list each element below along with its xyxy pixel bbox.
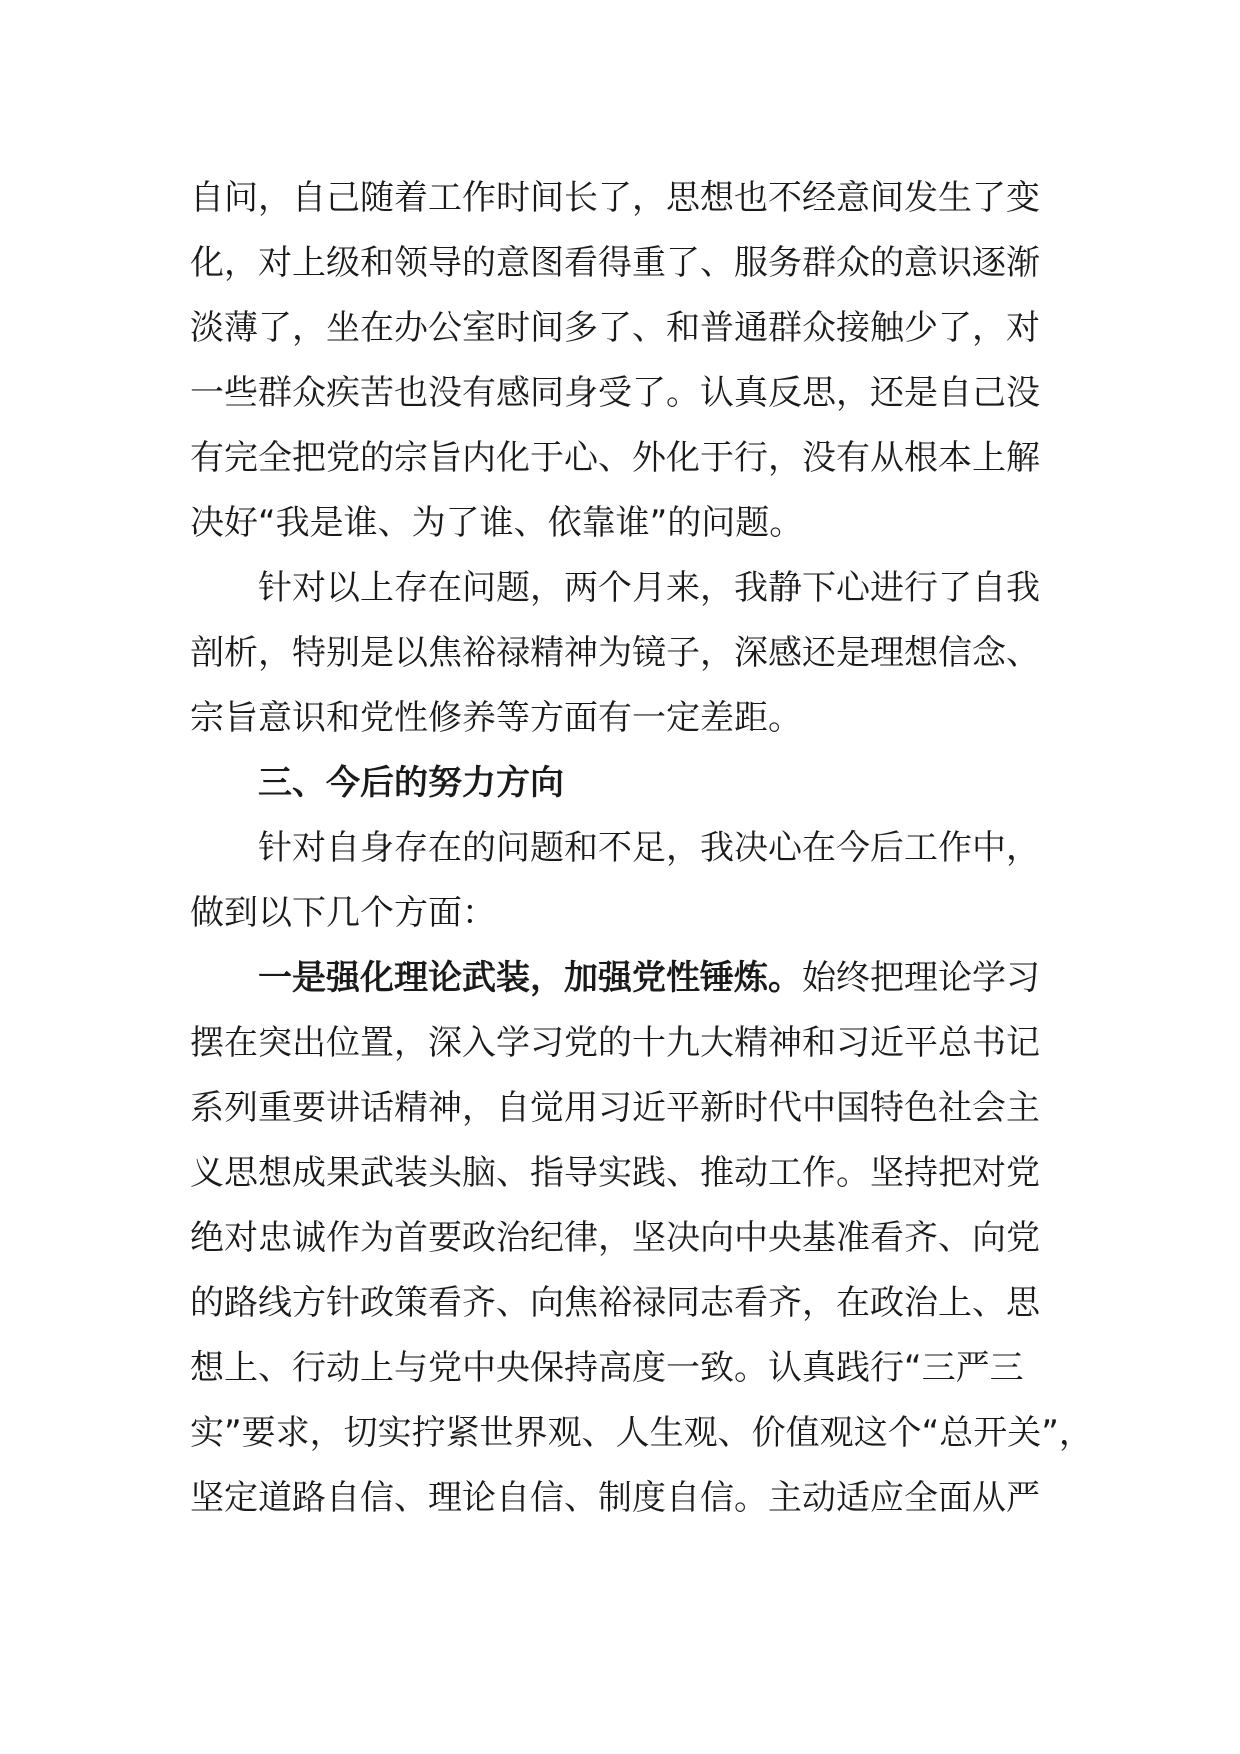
paragraph-first-line: 针对以上存在问题，两个月来，我静下心进行了自我 — [258, 568, 1040, 608]
bold-lead-phrase: 一是强化理论武装，加强党性锤炼。 — [258, 958, 802, 998]
text-line: 绝对忠诚作为首要政治纪律，坚决向中央基准看齐、向党 — [190, 1218, 1040, 1258]
lead-continuation: 始终把理论学习 — [802, 958, 1040, 998]
text-line: 化，对上级和领导的意图看得重了、服务群众的意识逐渐 — [190, 243, 1040, 283]
text-line: 自问，自己随着工作时间长了，思想也不经意间发生了变 — [190, 178, 1040, 218]
text-line: 摆在突出位置，深入学习党的十九大精神和习近平总书记 — [190, 1023, 1040, 1063]
text-line: 坚定道路自信、理论自信、制度自信。主动适应全面从严 — [190, 1478, 1040, 1518]
text-line: 有完全把党的宗旨内化于心、外化于行，没有从根本上解 — [190, 438, 1040, 478]
text-line: 想上、行动上与党中央保持高度一致。认真践行“三严三 — [190, 1348, 1024, 1388]
text-line: 做到以下几个方面： — [190, 893, 496, 933]
document-body — [190, 166, 1093, 1531]
text-line: 一些群众疾苦也没有感同身受了。认真反思，还是自己没 — [190, 373, 1040, 413]
text-line: 宗旨意识和党性修养等方面有一定差距。 — [190, 698, 802, 738]
paragraph-first-line — [190, 946, 1070, 1011]
text-line: 淡薄了，坐在办公室时间多了、和普通群众接触少了，对 — [190, 308, 1040, 348]
text-line: 系列重要讲话精神，自觉用习近平新时代中国特色社会主 — [190, 1088, 1040, 1128]
paragraph-first-line: 针对自身存在的问题和不足，我决心在今后工作中， — [258, 828, 1040, 868]
text-line: 剖析，特别是以焦裕禄精神为镜子，深感还是理想信念、 — [190, 633, 1040, 673]
text-line: 的路线方针政策看齐、向焦裕禄同志看齐，在政治上、思 — [190, 1283, 1040, 1323]
text-line: 实”要求，切实拧紧世界观、人生观、价值观这个“总开关”， — [190, 1413, 1093, 1453]
text-line: 决好“我是谁、为了谁、依靠谁”的问题。 — [190, 503, 804, 543]
text-line: 义思想成果武装头脑、指导实践、推动工作。坚持把对党 — [190, 1153, 1040, 1193]
section-heading: 三、今后的努力方向 — [258, 763, 564, 803]
